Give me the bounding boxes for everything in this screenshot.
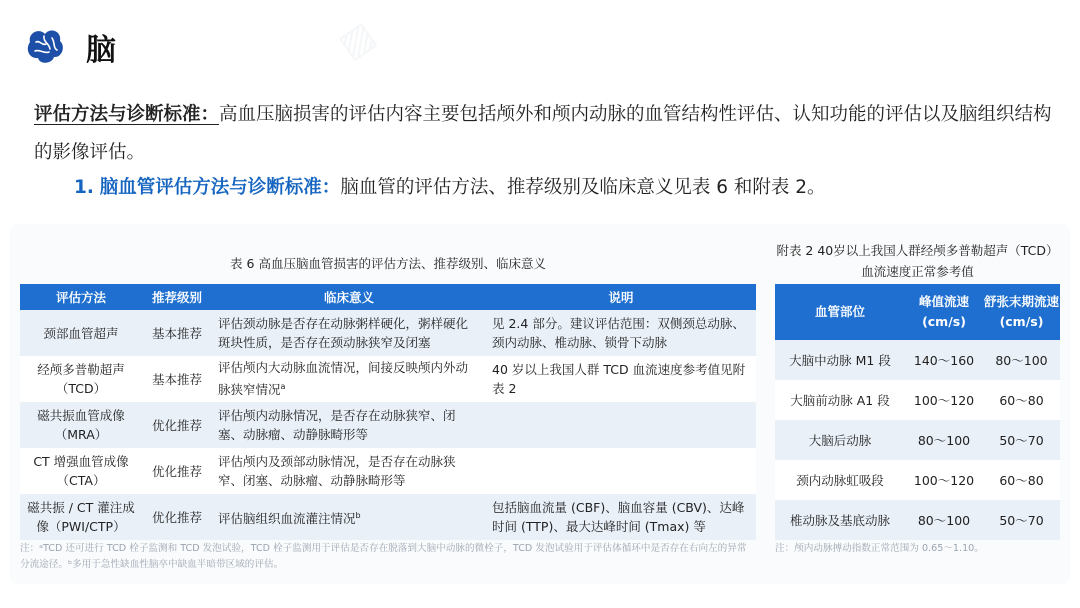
- sub-text: 脑血管的评估方法、推荐级别及临床意义见表 6 和附表 2。: [340, 177, 826, 198]
- appendix2-footnote: 注：颅内动脉搏动指数正常范围为 0.65～1.10。: [775, 543, 984, 554]
- appendix2-site: 大脑中动脉 M1 段: [775, 340, 905, 380]
- table6-level: 优化推荐: [142, 494, 212, 540]
- table6-note: [486, 402, 756, 448]
- sub-section: [74, 172, 826, 204]
- appendix2-diastolic: 60～80: [983, 380, 1060, 420]
- table6-footnote: 注：ᵃTCD 还可进行 TCD 栓子监测和 TCD 发泡试验，TCD 栓子监测用于评估是否存在脱落到大脑中动脉的微栓子，TCD 发泡试验用于评估体循环中是否存在右向左的异常分流途径。ᵇ多用于急性缺血性脑卒中缺血半暗带区域的评估。: [20, 543, 747, 570]
- appendix2-header-peak: 峰值流速(cm/s): [905, 284, 983, 340]
- appendix2-header-site: 血管部位: [775, 284, 905, 340]
- appendix2-header-diastolic: 舒张末期流速(cm/s): [983, 284, 1060, 340]
- table6-level: 优化推荐: [142, 402, 212, 448]
- table6: [20, 284, 756, 540]
- appendix2-peak: 80～100: [905, 500, 983, 540]
- appendix2-table: [775, 284, 1060, 540]
- appendix2-diastolic: 60～80: [983, 460, 1060, 500]
- appendix2-peak: 100～120: [905, 460, 983, 500]
- appendix2-diastolic: 80～100: [983, 340, 1060, 380]
- table6-note: 包括脑血流量 (CBF)、脑血容量 (CBV)、达峰时间 (TTP)、最大达峰时间 (Tmax) 等: [486, 494, 756, 540]
- table6-method: CT 增强血管成像（CTA）: [20, 448, 142, 494]
- table6-header-meaning: 临床意义: [212, 284, 486, 310]
- table6-note: [486, 448, 756, 494]
- intro-text: 高血压脑损害的评估内容主要包括颅外和颅内动脉的血管结构性评估、认知功能的评估以及脑组织结构的影像评估。: [34, 104, 1052, 163]
- brain-icon: [22, 24, 68, 70]
- appendix2-peak: 80～100: [905, 420, 983, 460]
- appendix2-site: 大脑前动脉 A1 段: [775, 380, 905, 420]
- appendix2-peak: 100～120: [905, 380, 983, 420]
- page-title: 脑: [86, 33, 116, 68]
- table-row: [20, 356, 756, 402]
- table-row: [775, 460, 1060, 500]
- table6-header-row: [20, 284, 756, 310]
- appendix2-site: 大脑后动脉: [775, 420, 905, 460]
- table6-method: 磁共振血管成像（MRA）: [20, 402, 142, 448]
- table6-header-note: 说明: [486, 284, 756, 310]
- table6-meaning: 评估颅内大动脉血流情况，间接反映颅内外动脉狭窄情况: [218, 360, 469, 398]
- table6-meaning-cell: [212, 356, 486, 402]
- table6-header-level: 推荐级别: [142, 284, 212, 310]
- table-row: [775, 340, 1060, 380]
- table6-method: 颈部血管超声: [20, 310, 142, 356]
- appendix2-peak: 140～160: [905, 340, 983, 380]
- appendix2-caption: 附表 2 40岁以上我国人群经颅多普勒超声（TCD）血流速度正常参考值: [776, 243, 1059, 279]
- table6-note: 见 2.4 部分。建议评估范围：双侧颈总动脉、颈内动脉、椎动脉、锁骨下动脉: [486, 310, 756, 356]
- table6-level: 优化推荐: [142, 448, 212, 494]
- table-row: [775, 500, 1060, 540]
- table6-caption: 表 6 高血压脑血管损害的评估方法、推荐级别、临床意义: [230, 256, 546, 271]
- table6-note: 40 岁以上我国人群 TCD 血流速度参考值见附表 2: [486, 356, 756, 402]
- table6-method: 磁共振 / CT 灌注成像（PWI/CTP）: [20, 494, 142, 540]
- footnote-marker: a: [280, 382, 286, 392]
- table-row: [775, 420, 1060, 460]
- intro-lead: 评估方法与诊断标准：: [34, 104, 220, 125]
- table6-level: 基本推荐: [142, 356, 212, 402]
- table-row: [20, 448, 756, 494]
- table-row: [20, 310, 756, 356]
- table-row: [20, 402, 756, 448]
- page-header: [22, 22, 116, 72]
- watermark-mark: ▨: [331, 13, 383, 68]
- footnote-marker: b: [355, 510, 361, 520]
- table6-meaning: 评估颅内动脉情况，是否存在动脉狭窄、闭塞、动脉瘤、动静脉畸形等: [212, 402, 486, 448]
- appendix2-diastolic: 50～70: [983, 500, 1060, 540]
- table6-meaning-cell: [212, 494, 486, 540]
- table6-header-method: 评估方法: [20, 284, 142, 310]
- sub-lead: 脑血管评估方法与诊断标准：: [99, 177, 341, 198]
- table-row: [20, 494, 756, 540]
- appendix2-site: 椎动脉及基底动脉: [775, 500, 905, 540]
- table6-meaning: 评估颈动脉是否存在动脉粥样硬化，粥样硬化斑块性质，是否存在颈动脉狭窄及闭塞: [212, 310, 486, 356]
- appendix2-header-row: [775, 284, 1060, 340]
- intro-paragraph: [34, 96, 1054, 172]
- appendix2-site: 颈内动脉虹吸段: [775, 460, 905, 500]
- table6-meaning: 评估脑组织血流灌注情况: [218, 511, 356, 527]
- table6-level: 基本推荐: [142, 310, 212, 356]
- appendix2-diastolic: 50～70: [983, 420, 1060, 460]
- table6-meaning: 评估颅内及颈部动脉情况，是否存在动脉狭窄、闭塞、动脉瘤、动静脉畸形等: [212, 448, 486, 494]
- sub-number: 1.: [74, 177, 94, 198]
- table-row: [775, 380, 1060, 420]
- table6-method: 经颅多普勒超声（TCD）: [20, 356, 142, 402]
